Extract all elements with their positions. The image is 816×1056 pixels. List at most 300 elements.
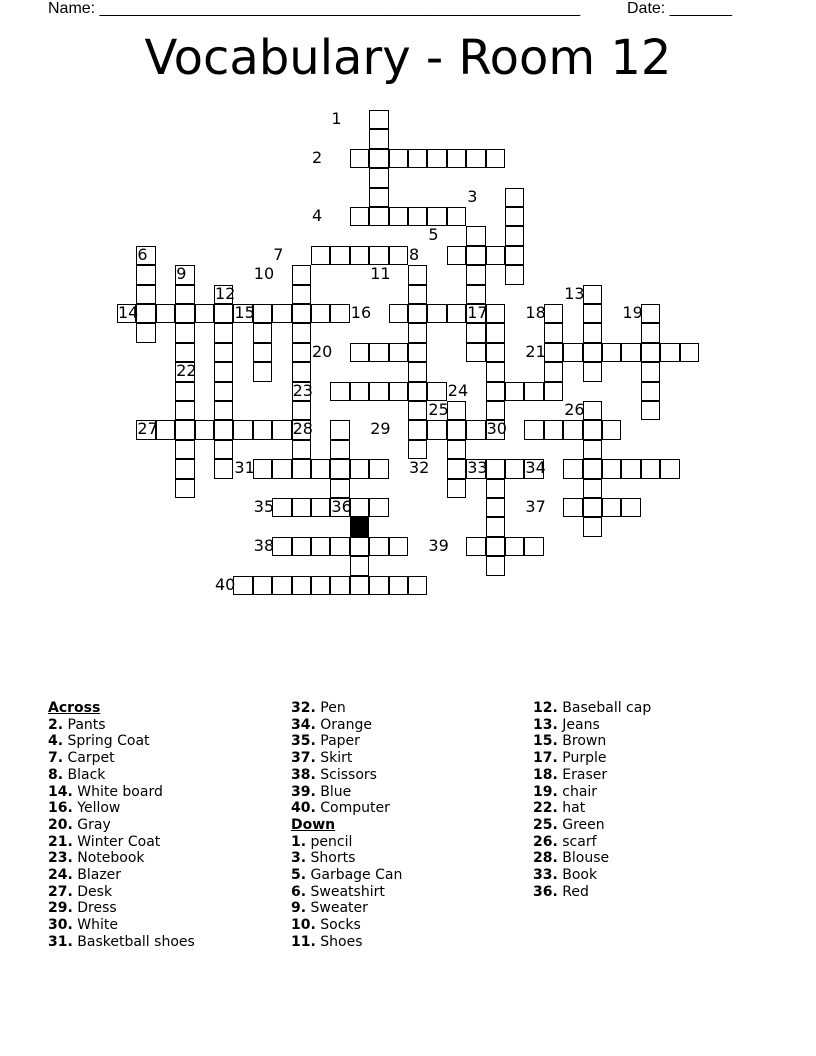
clue-number: 15.: [533, 733, 558, 750]
clue-number: 13.: [533, 716, 558, 733]
grid-cell[interactable]: [408, 207, 427, 226]
grid-cell[interactable]: [175, 459, 194, 478]
grid-cell[interactable]: [505, 246, 524, 265]
grid-cell[interactable]: [466, 323, 485, 342]
clue-item: [48, 817, 195, 834]
grid-cell[interactable]: [330, 576, 349, 595]
cell-number: 1: [331, 109, 342, 128]
grid-cell[interactable]: [427, 149, 446, 168]
grid-cell[interactable]: [486, 556, 505, 575]
grid-cell[interactable]: [408, 304, 427, 323]
clue-text: Paper: [315, 733, 360, 750]
grid-cell[interactable]: [447, 459, 466, 478]
grid-cell[interactable]: [408, 382, 427, 401]
grid-cell[interactable]: [389, 537, 408, 556]
clue-item: [291, 867, 402, 884]
grid-cell[interactable]: [447, 149, 466, 168]
grid-cell[interactable]: [524, 382, 543, 401]
date-label: Date:: [627, 0, 666, 17]
grid-cell[interactable]: [447, 246, 466, 265]
grid-cell[interactable]: [641, 401, 660, 420]
grid-cell[interactable]: [583, 343, 602, 362]
grid-cell[interactable]: [602, 343, 621, 362]
cell-number: 34: [525, 458, 546, 478]
cell-number: 9: [176, 264, 187, 284]
cell-number: 20: [312, 341, 333, 361]
grid-cell[interactable]: [292, 304, 311, 323]
grid-cell[interactable]: [641, 323, 660, 342]
grid-cell[interactable]: [369, 498, 388, 517]
grid-cell[interactable]: [427, 207, 446, 226]
grid-cell[interactable]: [292, 343, 311, 362]
grid-cell[interactable]: [233, 420, 252, 439]
grid-cell[interactable]: [214, 362, 233, 381]
grid-cell[interactable]: [369, 459, 388, 478]
grid-cell[interactable]: [156, 304, 175, 323]
grid-cell[interactable]: [389, 576, 408, 595]
clue-item: [533, 784, 651, 801]
grid-cell[interactable]: [486, 304, 505, 323]
grid-cell[interactable]: [427, 304, 446, 323]
grid-cell[interactable]: [583, 420, 602, 439]
clue-number: 22.: [533, 800, 558, 817]
grid-cell[interactable]: [292, 498, 311, 517]
grid-cell[interactable]: [544, 362, 563, 381]
grid-cell[interactable]: [389, 149, 408, 168]
grid-cell[interactable]: [136, 285, 155, 304]
grid-cell[interactable]: [486, 323, 505, 342]
clue-text: Baseball cap: [557, 700, 652, 716]
grid-cell[interactable]: [292, 362, 311, 381]
grid-cell[interactable]: [602, 459, 621, 478]
grid-cell[interactable]: [253, 362, 272, 381]
grid-cell[interactable]: [292, 440, 311, 459]
cell-number: 6: [137, 244, 148, 264]
grid-cell[interactable]: [195, 420, 214, 439]
grid-cell[interactable]: [544, 382, 563, 401]
grid-cell[interactable]: [583, 459, 602, 478]
clue-text: Orange: [315, 716, 372, 733]
grid-cell[interactable]: [408, 323, 427, 342]
clue-number: 37.: [291, 750, 316, 767]
grid-cell[interactable]: [330, 246, 349, 265]
grid-cell[interactable]: [330, 304, 349, 323]
grid-cell[interactable]: [505, 188, 524, 207]
clue-text: Skirt: [315, 750, 353, 767]
grid-cell[interactable]: [466, 537, 485, 556]
grid-cell[interactable]: [621, 343, 640, 362]
grid-cell[interactable]: [350, 498, 369, 517]
grid-cell[interactable]: [330, 420, 349, 439]
cell-number: 33: [467, 458, 488, 478]
clue-text: Red: [557, 883, 589, 900]
grid-cell[interactable]: [253, 343, 272, 362]
clue-number: 34.: [291, 716, 316, 733]
clue-number: 17.: [533, 750, 558, 767]
grid-cell[interactable]: [350, 382, 369, 401]
grid-cell[interactable]: [369, 188, 388, 207]
grid-cell[interactable]: [524, 537, 543, 556]
grid-cell[interactable]: [195, 304, 214, 323]
grid-cell[interactable]: [505, 382, 524, 401]
grid-cell[interactable]: [486, 459, 505, 478]
grid-cell[interactable]: [486, 498, 505, 517]
grid-cell[interactable]: [466, 343, 485, 362]
grid-cell[interactable]: [505, 207, 524, 226]
grid-cell[interactable]: [583, 440, 602, 459]
clue-text: Green: [557, 816, 605, 833]
grid-cell[interactable]: [563, 459, 582, 478]
grid-cell[interactable]: [563, 420, 582, 439]
clue-text: Jeans: [557, 716, 600, 733]
clue-item: [291, 884, 402, 901]
grid-cell[interactable]: [330, 479, 349, 498]
clue-text: Black: [63, 766, 106, 783]
grid-cell[interactable]: [272, 576, 291, 595]
grid-cell[interactable]: [408, 265, 427, 284]
clue-text: Spring Coat: [63, 733, 150, 750]
grid-cell[interactable]: [175, 440, 194, 459]
grid-cell[interactable]: [389, 207, 408, 226]
grid-cell[interactable]: [369, 129, 388, 148]
grid-cell[interactable]: [447, 420, 466, 439]
clue-number: 38.: [291, 766, 316, 783]
grid-cell[interactable]: [330, 537, 349, 556]
grid-cell[interactable]: [602, 498, 621, 517]
clue-item: [48, 717, 195, 734]
grid-cell[interactable]: [389, 343, 408, 362]
grid-cell[interactable]: [175, 420, 194, 439]
grid-cell[interactable]: [214, 440, 233, 459]
grid-cell[interactable]: [466, 149, 485, 168]
clue-number: 5.: [291, 867, 307, 884]
grid-cell[interactable]: [544, 304, 563, 323]
grid-cell[interactable]: [466, 420, 485, 439]
grid-cell[interactable]: [272, 459, 291, 478]
grid-cell[interactable]: [641, 382, 660, 401]
grid-cell[interactable]: [505, 226, 524, 245]
clue-number: 40.: [291, 800, 316, 817]
grid-cell[interactable]: [272, 537, 291, 556]
grid-cell[interactable]: [369, 382, 388, 401]
clue-item: [48, 900, 195, 917]
clue-item: [48, 917, 195, 934]
grid-cell[interactable]: [311, 576, 330, 595]
clue-text: Sweatshirt: [306, 883, 385, 900]
grid-cell[interactable]: [486, 517, 505, 536]
clue-number: 36.: [533, 883, 558, 900]
grid-cell[interactable]: [408, 440, 427, 459]
grid-cell[interactable]: [408, 149, 427, 168]
grid-cell[interactable]: [389, 382, 408, 401]
cell-number: 16: [350, 303, 372, 322]
grid-cell[interactable]: [447, 440, 466, 459]
grid-cell[interactable]: [369, 149, 388, 168]
grid-cell[interactable]: [253, 576, 272, 595]
grid-cell[interactable]: [311, 304, 330, 323]
grid-cell[interactable]: [350, 556, 369, 575]
grid-cell[interactable]: [292, 323, 311, 342]
clue-text: pencil: [306, 833, 353, 850]
clue-text: Blouse: [557, 850, 610, 867]
grid-cell[interactable]: [466, 285, 485, 304]
clue-item: [291, 917, 402, 934]
cell-number: 39: [428, 535, 449, 555]
grid-cell[interactable]: [641, 459, 660, 478]
grid-cell[interactable]: [408, 401, 427, 420]
clue-number: 27.: [48, 883, 73, 900]
grid-cell[interactable]: [427, 382, 446, 401]
grid-cell[interactable]: [350, 149, 369, 168]
grid-cell[interactable]: [660, 459, 679, 478]
clue-item: [291, 934, 402, 951]
grid-cell[interactable]: [641, 362, 660, 381]
clue-item: [533, 750, 651, 767]
grid-cell[interactable]: [641, 343, 660, 362]
clue-item: [533, 800, 651, 817]
clue-number: 9.: [291, 900, 307, 917]
clue-number: 32.: [291, 700, 316, 716]
cell-number: 38: [253, 535, 275, 555]
grid-cell[interactable]: [583, 362, 602, 381]
grid-cell[interactable]: [369, 110, 388, 129]
grid-cell[interactable]: [583, 498, 602, 517]
grid-cell[interactable]: [544, 420, 563, 439]
grid-cell[interactable]: [486, 537, 505, 556]
clue-text: Dress: [72, 900, 117, 917]
grid-cell[interactable]: [544, 323, 563, 342]
grid-cell[interactable]: [369, 168, 388, 187]
grid-cell[interactable]: [466, 226, 485, 245]
grid-cell[interactable]: [253, 459, 272, 478]
grid-cell[interactable]: [602, 420, 621, 439]
grid-cell[interactable]: [408, 362, 427, 381]
grid-cell[interactable]: [583, 285, 602, 304]
grid-cell[interactable]: [389, 246, 408, 265]
clue-item: [48, 850, 195, 867]
grid-cell[interactable]: [369, 576, 388, 595]
grid-cell[interactable]: [524, 420, 543, 439]
cell-number: 28: [292, 419, 313, 439]
grid-cell[interactable]: [369, 343, 388, 362]
grid-cell[interactable]: [369, 246, 388, 265]
grid-cell[interactable]: [214, 343, 233, 362]
grid-cell[interactable]: [253, 304, 272, 323]
grid-cell[interactable]: [505, 459, 524, 478]
clue-item: [291, 733, 402, 750]
grid-cell[interactable]: [136, 323, 155, 342]
grid-cell[interactable]: [486, 401, 505, 420]
clue-item: [533, 733, 651, 750]
grid-cell[interactable]: [175, 479, 194, 498]
clue-number: 29.: [48, 900, 73, 917]
clue-number: 7.: [48, 750, 64, 767]
grid-cell[interactable]: [175, 323, 194, 342]
clue-text: Shoes: [315, 933, 363, 950]
grid-cell[interactable]: [427, 420, 446, 439]
grid-cell[interactable]: [660, 343, 679, 362]
grid-cell[interactable]: [447, 479, 466, 498]
clue-item: [48, 934, 195, 951]
grid-cell[interactable]: [214, 420, 233, 439]
grid-cell[interactable]: [136, 304, 155, 323]
cell-number: 35: [253, 497, 275, 516]
grid-cell[interactable]: [389, 304, 408, 323]
grid-cell[interactable]: [330, 459, 349, 478]
cell-number: 11: [370, 264, 391, 284]
grid-cell[interactable]: [175, 304, 194, 323]
grid-cell[interactable]: [253, 323, 272, 342]
clue-item: [291, 717, 402, 734]
grid-cell[interactable]: [272, 498, 291, 517]
grid-cell[interactable]: [505, 265, 524, 284]
clue-number: 2.: [48, 716, 64, 733]
grid-cell[interactable]: [350, 537, 369, 556]
grid-cell[interactable]: [214, 401, 233, 420]
grid-cell[interactable]: [292, 285, 311, 304]
grid-cell[interactable]: [136, 265, 155, 284]
grid-cell[interactable]: [466, 265, 485, 284]
grid-cell[interactable]: [350, 576, 369, 595]
grid-cell[interactable]: [350, 343, 369, 362]
grid-cell[interactable]: [369, 537, 388, 556]
grid-cell[interactable]: [447, 401, 466, 420]
clue-item: [533, 884, 651, 901]
grid-cell[interactable]: [486, 382, 505, 401]
grid-cell[interactable]: [583, 304, 602, 323]
clue-item: [48, 784, 195, 801]
clue-text: scarf: [557, 833, 597, 850]
grid-cell[interactable]: [583, 323, 602, 342]
clue-item: [291, 900, 402, 917]
grid-cell[interactable]: [292, 576, 311, 595]
grid-cell[interactable]: [175, 401, 194, 420]
grid-cell[interactable]: [292, 401, 311, 420]
grid-cell[interactable]: [369, 207, 388, 226]
grid-cell[interactable]: [641, 304, 660, 323]
grid-cell[interactable]: [486, 343, 505, 362]
grid-cell[interactable]: [486, 362, 505, 381]
grid-cell[interactable]: [156, 420, 175, 439]
grid-cell[interactable]: [563, 498, 582, 517]
down-heading: Down: [291, 816, 336, 833]
grid-cell[interactable]: [621, 459, 640, 478]
grid-cell[interactable]: [214, 323, 233, 342]
grid-cell[interactable]: [466, 246, 485, 265]
grid-cell[interactable]: [175, 343, 194, 362]
clue-number: 18.: [533, 766, 558, 783]
clue-number: 8.: [48, 766, 64, 783]
grid-cell[interactable]: [408, 420, 427, 439]
grid-cell[interactable]: [408, 343, 427, 362]
clue-item: [48, 867, 195, 884]
clue-number: 19.: [533, 783, 558, 800]
clue-column-3: [533, 700, 651, 900]
grid-cell[interactable]: [292, 459, 311, 478]
clue-item: [533, 850, 651, 867]
cell-number: 14: [118, 303, 139, 322]
grid-cell[interactable]: [505, 537, 524, 556]
grid-cell[interactable]: [486, 246, 505, 265]
clue-column-2: [291, 700, 402, 951]
grid-cell[interactable]: [272, 304, 291, 323]
grid-cell[interactable]: [214, 382, 233, 401]
grid-cell[interactable]: [350, 246, 369, 265]
grid-cell[interactable]: [233, 576, 252, 595]
grid-cell[interactable]: [330, 440, 349, 459]
clue-item: [291, 700, 402, 717]
grid-cell[interactable]: [253, 420, 272, 439]
clue-text: White board: [72, 783, 163, 800]
grid-cell[interactable]: [408, 576, 427, 595]
grid-cell[interactable]: [447, 304, 466, 323]
cell-number: 10: [253, 264, 275, 284]
clue-text: Basketball shoes: [72, 933, 195, 950]
grid-cell[interactable]: [292, 265, 311, 284]
clue-number: 39.: [291, 783, 316, 800]
clue-number: 3.: [291, 850, 307, 867]
clue-number: 30.: [48, 917, 73, 934]
grid-cell[interactable]: [680, 343, 699, 362]
cell-number: 8: [409, 244, 420, 264]
down-clues-list-cont: [533, 700, 651, 900]
grid-cell[interactable]: [311, 537, 330, 556]
grid-cell[interactable]: [583, 517, 602, 536]
grid-cell[interactable]: [544, 343, 563, 362]
cell-number: 19: [622, 303, 643, 322]
grid-cell[interactable]: [311, 246, 330, 265]
grid-cell[interactable]: [214, 304, 233, 323]
grid-cell[interactable]: [214, 459, 233, 478]
cell-number: 12: [215, 283, 236, 303]
grid-cell[interactable]: [486, 149, 505, 168]
grid-cell[interactable]: [350, 207, 369, 226]
grid-cell[interactable]: [408, 285, 427, 304]
cell-number: 5: [428, 225, 439, 245]
clue-number: 33.: [533, 867, 558, 884]
cell-number: 27: [137, 419, 158, 439]
cell-number: 24: [447, 380, 469, 400]
cell-number: 3: [467, 186, 478, 206]
grid-cell[interactable]: [583, 401, 602, 420]
clue-text: hat: [557, 800, 586, 817]
clue-item: [48, 884, 195, 901]
grid-cell[interactable]: [350, 459, 369, 478]
clue-text: Pen: [315, 700, 346, 716]
across-heading: Across: [48, 700, 101, 716]
grid-cell[interactable]: [175, 285, 194, 304]
grid-cell[interactable]: [583, 479, 602, 498]
grid-cell[interactable]: [311, 459, 330, 478]
grid-cell[interactable]: [311, 498, 330, 517]
grid-cell[interactable]: [175, 382, 194, 401]
clue-text: Garbage Can: [306, 867, 403, 884]
clue-text: Brown: [557, 733, 607, 750]
grid-cell[interactable]: [563, 343, 582, 362]
grid-cell[interactable]: [486, 479, 505, 498]
cell-number: 2: [312, 147, 323, 167]
date-blank: _______: [669, 0, 732, 17]
clue-text: chair: [557, 783, 598, 800]
grid-cell[interactable]: [272, 420, 291, 439]
grid-cell[interactable]: [621, 498, 640, 517]
grid-cell[interactable]: [330, 382, 349, 401]
clue-number: 16.: [48, 800, 73, 817]
clue-number: 35.: [291, 733, 316, 750]
grid-cell[interactable]: [447, 207, 466, 226]
grid-cell[interactable]: [292, 537, 311, 556]
clue-number: 25.: [533, 816, 558, 833]
